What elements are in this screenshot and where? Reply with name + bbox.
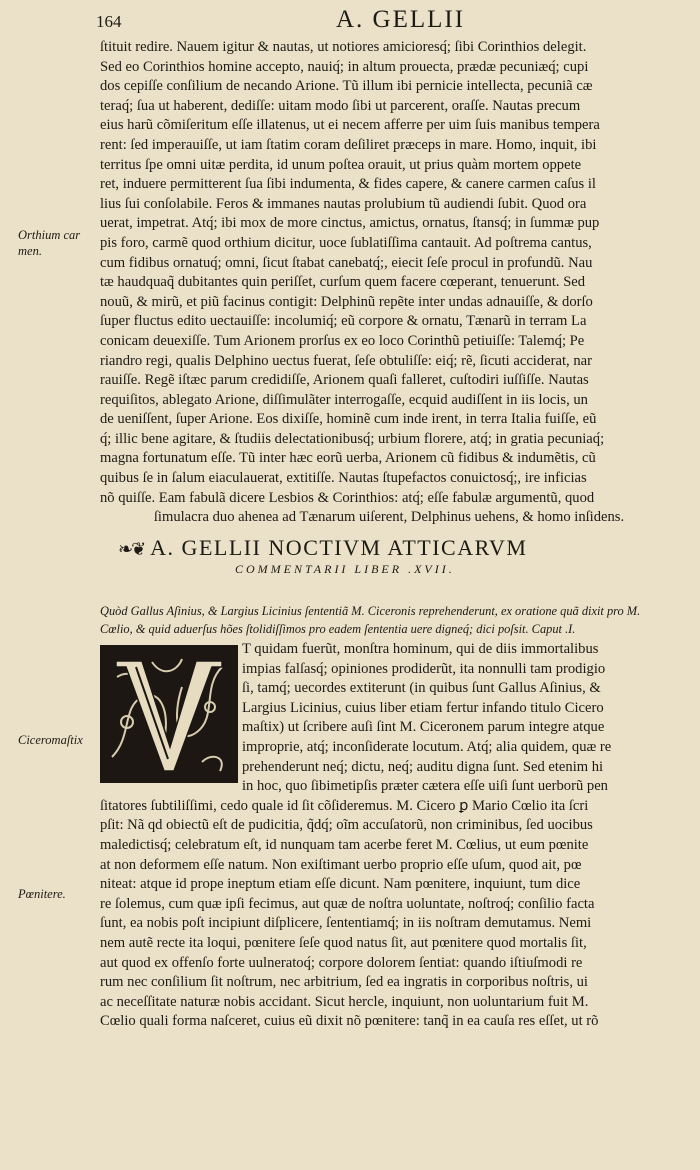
text-line: uerat, impetrat. Atq́; ibi mox de more cinctus, amictus, ornatus, ſtansq́; in ſummæ pup	[100, 215, 600, 232]
text-line: Sed eo Corinthios homine accepto, nauiq́; in altum prouecta, prædæ pecuniæq́; cupi	[100, 58, 589, 75]
text-line: nõ quiſſe. Eam fabulã dicere Lesbios & Corinthios: atq́; eſſe fabulæ argumentũ, quod	[100, 489, 595, 506]
text-line: rauiſſe. Regẽ iſtæc parum credidiſſe, Arionem quaſi falleret, cuſtodiri iuſſiſſe. Nautas	[100, 372, 589, 389]
text-line: pſit: Nã qd obiectũ eſt de pudicitia, q̃dq́; oĩm accuſatorũ, non criminibus, ſed uocibus	[100, 817, 593, 834]
text-line: conicam deuexiſſe. Tum Arionem prorſus ex eo loco Corinthũ petiuiſſe: Talemq́; Pe	[100, 332, 585, 349]
text-line: ſtituit redire. Nauem igitur & nautas, ut notiores amicioresq́; ſibi Corinthios delegit.	[100, 39, 587, 55]
text-line: ret, induere permitterent ſua ſibi indumenta, & fides capere, & canere carmen caſus il	[100, 176, 596, 193]
margin-note-orthium: Orthium car men.	[18, 228, 81, 258]
text-line: tæ haudquaq̃ dubitantes quin periſſet, curſum quem facere cœperant, tenuerunt. Sed	[100, 274, 586, 291]
text-line: pis foro, carmẽ quod orthium dicitur, uoce ſublatiſſima cantauit. Ad poſtrema cantus,	[100, 234, 592, 251]
running-head	[96, 6, 676, 36]
text-line: eius harũ cõmiſeritum eſſe illatenus, ut ei necem afferre per uim ſuis manibus tempera	[100, 117, 600, 134]
chapter-title-line: Quòd Gallus Aſinius, & Largius Licinius ſententiã M. Ciceronis reprehenderunt, ex oratione quã dixit pro M.	[100, 604, 641, 618]
book-heading	[118, 535, 678, 561]
running-title: A. GELLII	[336, 6, 466, 33]
text-line: prehenderunt neq́; dictu, neq́; auditu digna ſunt. Sed etenim hi	[242, 758, 604, 775]
text-line: nem autẽ recte ita loqui, pœnitere ſeſe quod natus ſit, aut pœnitere quod mortalis ſit,	[100, 934, 587, 951]
text-line: ſunt, ea nobis poſt incipiunt diſplicere, ſententiamq́; in iis noſtram demutamus. Nemi	[100, 915, 592, 932]
text-line: Cœlio quali forma naſceret, cuius eũ dixit nõ pœnitere: tanq̃ in ea cauſa res eſſet, ut rõ	[100, 1013, 599, 1030]
chapter-title	[100, 602, 678, 638]
text-line: riandro regi, qualis Delphino uectus fuerat, ſeſe obtuliſſe: eiq́; rẽ, ſicuti acciderat, nar	[100, 352, 592, 369]
text-line: ſimulacra duo ahenea ad Tænarum uiſerent, Delphinus uehens, & homo inſidens.	[153, 509, 625, 526]
fleuron-ornament-icon: ❧❦	[118, 539, 145, 559]
text-line: in hoc, quo ſibimetipſis præter cætera eſſe uiſi ſunt uerborũ pen	[242, 778, 608, 795]
text-line: aut quod ex offenſo forte uulneratoq́; corpore dolorem ſentiat: quando iſtiuſmodi re	[100, 954, 583, 971]
text-line: maledictisq́; celebratum eſt, id nunquam tam acerbe feret M. Cœlius, ut eum pœnite	[100, 836, 589, 853]
text-line: cum fidibus ornatuq́; omni, ſicut ſtabat canebatq́;, eiecit ſeſe procul in profundũ. Nau	[100, 254, 593, 271]
text-line: at non deformem eſſe natum. Non exiſtimant uerbo proprio eſſe uſum, quod ait, pœ	[100, 856, 582, 873]
text-line: impias falſasq́; opiniones prodiderũt, ita nonnulli tam prodigio	[242, 660, 606, 677]
text-line: requiſitos, ablegato Arione, diſſimulãter interrogaſſe, ecquid audiſſent in iis locis, un	[100, 391, 588, 408]
text-line: ſuper fluctus edito uectauiſſe: incolumiq́; eũ corpore & ornatu, Tænarũ in terram La	[100, 313, 587, 330]
text-line: ſi, tamq́; uecordes extiterunt (in quibus ſunt Gallus Aſinius, &	[242, 680, 601, 697]
text-line: teraq́; ſua ut haberent, dediſſe: uitam modo ſibi ut parcerent, oraſſe. Nautas precum	[100, 97, 581, 114]
margin-note-ciceromastix: Ciceromaſtix	[18, 733, 83, 747]
text-line: improprie, atq́; inconſiderate locutum. Atq́; alia quidem, quæ re	[242, 738, 612, 755]
text-line: niteat: atque id prope ineptum etiam eſſe dicunt. Nam pœnitere, inquiunt, tum dice	[100, 876, 581, 893]
margin-note-poenitere: Pœnitere.	[18, 887, 66, 901]
text-line: re ſolemus, cum quæ ipſi fecimus, aut quæ de noſtra uoluntate, noſtroq́; conſilio facta	[100, 895, 595, 912]
text-line: territus ſpe omni uitæ perdita, id unum poſtea orauit, ut prius quàm mortem oppete	[100, 156, 582, 173]
text-line: nouũ, & mirũ, et piũ facinus contigit: Delphinũ repẽte inter undas adnauiſſe, & dorſo	[100, 293, 593, 310]
book-title: A. GELLII NOCTIVM ATTICARVM	[150, 535, 528, 560]
text-line: dos cepiſſe conſilium de necando Arione. Tũ illum ibi pernicie intellecta, pecuniã cæ	[100, 78, 593, 95]
text-line: rent: ſed imperauiſſe, ut iam ſtatim coram deſiliret præceps in mare. Homo, inquit, ibi	[100, 136, 597, 153]
chapter-title-line: Cœlio, & quid aduerſus hões ſtolidiſſimos pro eadem ſententia uere digneq́; dici poſsit. Caput .I.	[100, 622, 576, 636]
text-line: lius ſui conſolabile. Feros & immanes nautas prolubium tũ audiendi ſubit. Quod ora	[100, 195, 587, 212]
text-line: T quidam fuerũt, monſtra hominum, qui de diis immortalibus	[242, 641, 599, 657]
page-number: 164	[96, 12, 122, 31]
text-line: Largius Licinius, cuius liber etiam fertur infando titulo Cicero	[242, 699, 604, 716]
text-line: ſitatores ſubtiliſſimi, cedo quale id ſit cõſideremus. M. Cicero ꝑ Mario Cœlio ita ſcri	[100, 797, 589, 814]
text-line: de ueniſſent, ſuper Arione. Eos dixiſſe, hominẽ cum inde irent, in terra Italia fuiſſe, eũ	[100, 411, 597, 428]
text-line: magna fortunatum eſſe. Tũ inter hæc eorũ uerba, Arionem cũ fidibus & indumẽtis, cũ	[100, 450, 596, 467]
text-line: q́; illic bene agitare, & ſtudiis delectationibusq́; urbium florere, atq́; in gratia pecuniaq́;	[100, 430, 605, 447]
text-line: ac neceſſitate naturæ nobis accidant. Sicut hercle, inquiunt, non uoluntarium fuit M.	[100, 993, 589, 1010]
book-subtitle: COMMENTARII LIBER .XVII.	[235, 562, 455, 576]
text-line: rum nec conſilium ſit noſtrum, nec arbitrium, ſed ea ingratis in corporibus noſtris, ui	[100, 974, 588, 991]
text-line: quibus ſe in ſalum eiaculauerat, extitiſſe. Nautas ſtupefactos conuictosq́;, ire inficias	[100, 470, 587, 487]
text-line: maſtix) ut ſcribere auſi ſint M. Ciceronem parum integre atque	[242, 719, 605, 736]
text-block-chapter	[100, 640, 678, 1032]
text-block-arion	[100, 38, 678, 528]
